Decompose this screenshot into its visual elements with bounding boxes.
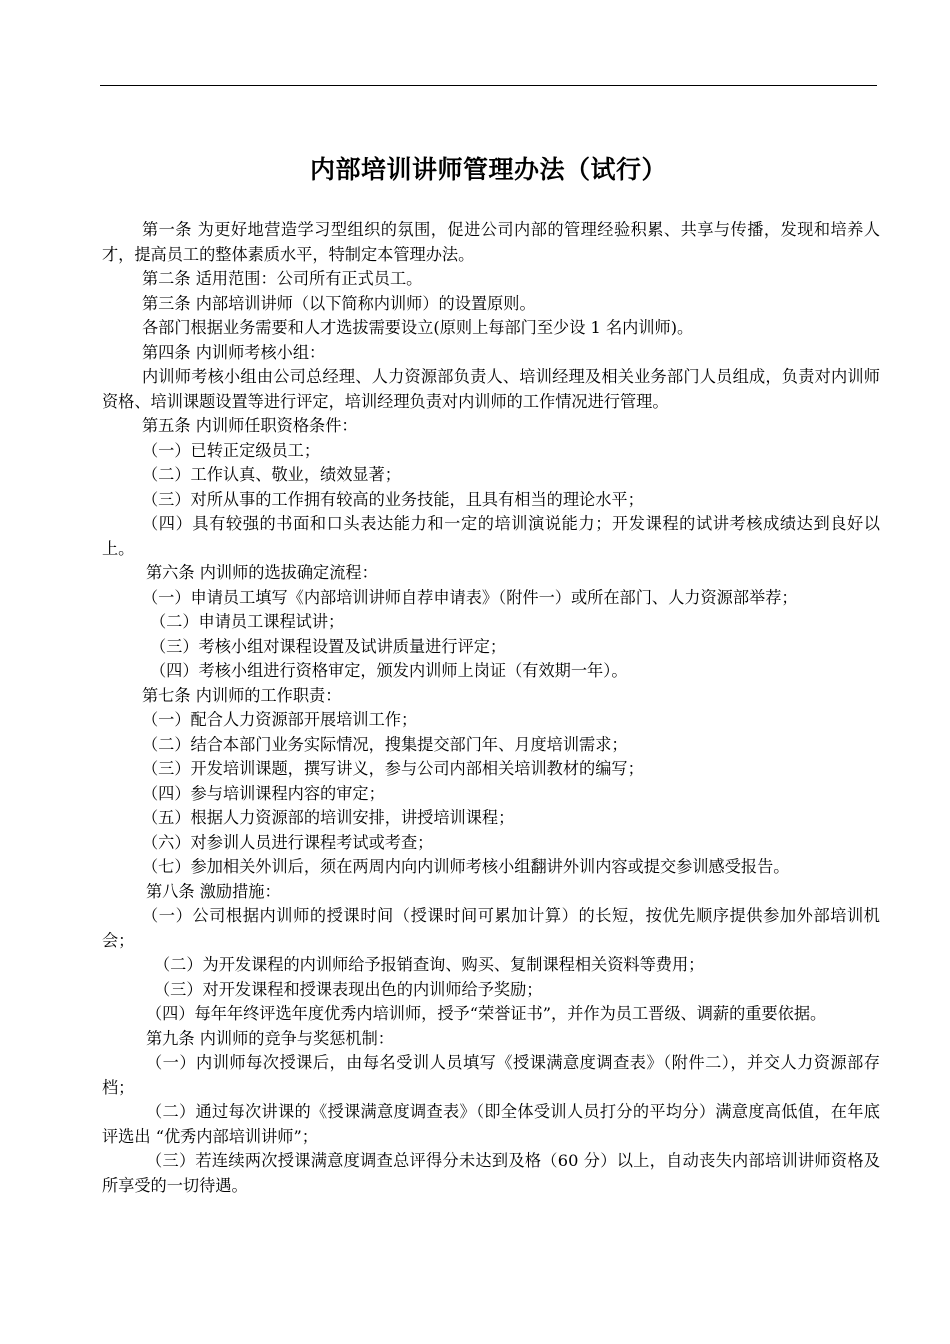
- article-4-text: 内训师考核小组由公司总经理、人力资源部负责人、培训经理及相关业务部门人员组成，负责对内训师资格、培训课题设置等进行评定，培训经理负责对内训师的工作情况进行管理。: [102, 367, 880, 411]
- list-item: （六）对参训人员进行课程考试或考查；: [142, 832, 434, 852]
- list-item: （七）参加相关外训后，须在两周内向内训师考核小组翻讲外训内容或提交参训感受报告。: [142, 857, 790, 876]
- list-item: （一）已转正定级员工；: [142, 440, 321, 460]
- list-item: （四）具有较强的书面和口头表达能力和一定的培训演说能力；开发课程的试讲考核成绩达到良好以上。: [102, 514, 880, 558]
- article-2: 第二条 适用范围：公司所有正式员工。: [142, 269, 423, 288]
- article-6: 第六条 内训师的选拔确定流程：: [146, 563, 378, 582]
- list-item: （四）考核小组进行资格审定，颁发内训师上岗证（有效期一年）。: [150, 661, 628, 680]
- article-7: 第七条 内训师的工作职责：: [142, 685, 342, 705]
- article-9: 第九条 内训师的竞争与奖惩机制：: [146, 1028, 394, 1048]
- article-3: 第三条 内部培训讲师（以下简称内训师）的设置原则。: [142, 293, 536, 313]
- document-body: [102, 218, 880, 1198]
- list-item: （四）参与培训课程内容的审定；: [142, 783, 385, 803]
- header-rule: [100, 85, 877, 86]
- list-item: （三）对所从事的工作拥有较高的业务技能，且具有相当的理论水平；: [142, 489, 644, 509]
- list-item: （三）若连续两次授课满意度调查总评得分未达到及格（60 分）以上，自动丧失内部培训讲师资格及所享受的一切待遇。: [102, 1151, 880, 1195]
- list-item: （一）公司根据内训师的授课时间（授课时间可累加计算）的长短，按优先顺序提供参加外部培训机会；: [102, 906, 880, 950]
- list-item: （一）内训师每次授课后，由每名受训人员填写《授课满意度调查表》（附件二），并交人力资源部存档；: [102, 1053, 880, 1097]
- list-item: （二）工作认真、敬业，绩效显著；: [142, 465, 401, 484]
- article-8: 第八条 激励措施：: [146, 881, 281, 901]
- list-item: （一）配合人力资源部开展培训工作；: [142, 710, 418, 729]
- list-item: （三）考核小组对课程设置及试讲质量进行评定；: [150, 636, 507, 656]
- list-item: （五）根据人力资源部的培训安排，讲授培训课程；: [142, 808, 515, 827]
- list-item: （二）为开发课程的内训师给予报销查询、购买、复制课程相关资料等费用；: [154, 955, 705, 974]
- list-item: （三）开发培训课题，撰写讲义，参与公司内部相关培训教材的编写；: [142, 759, 644, 778]
- list-item: （四）每年年终评选年度优秀内培训师，授予“荣誉证书”，并作为员工晋级、调薪的重要依据。: [146, 1004, 827, 1023]
- article-5: 第五条 内训师任职资格条件：: [142, 416, 358, 435]
- list-item: （一）申请员工填写《内部培训讲师自荐申请表》（附件一）或所在部门、人力资源部举荐；: [142, 587, 798, 607]
- article-4: 第四条 内训师考核小组：: [142, 342, 326, 362]
- list-item: （三）对开发课程和授课表现出色的内训师给予奖励；: [154, 979, 543, 999]
- document-title: 内部培训讲师管理办法（试行）: [309, 155, 667, 184]
- article-1: 第一条 为更好地营造学习型组织的氛围，促进公司内部的管理经验积累、共享与传播，发现和培养人才，提高员工的整体素质水平，特制定本管理办法。: [102, 220, 880, 264]
- article-3-text: 各部门根据业务需要和人才选拔需要设立(原则上每部门至少设 1 名内训师)。: [142, 318, 694, 337]
- list-item: （二）结合本部门业务实际情况，搜集提交部门年、月度培训需求；: [142, 734, 628, 754]
- list-item: （二）通过每次讲课的《授课满意度调查表》（即全体受训人员打分的平均分）满意度高低值，在年底评选出 “优秀内部培训讲师”；: [102, 1102, 880, 1146]
- list-item: （二）申请员工课程试讲；: [150, 612, 345, 631]
